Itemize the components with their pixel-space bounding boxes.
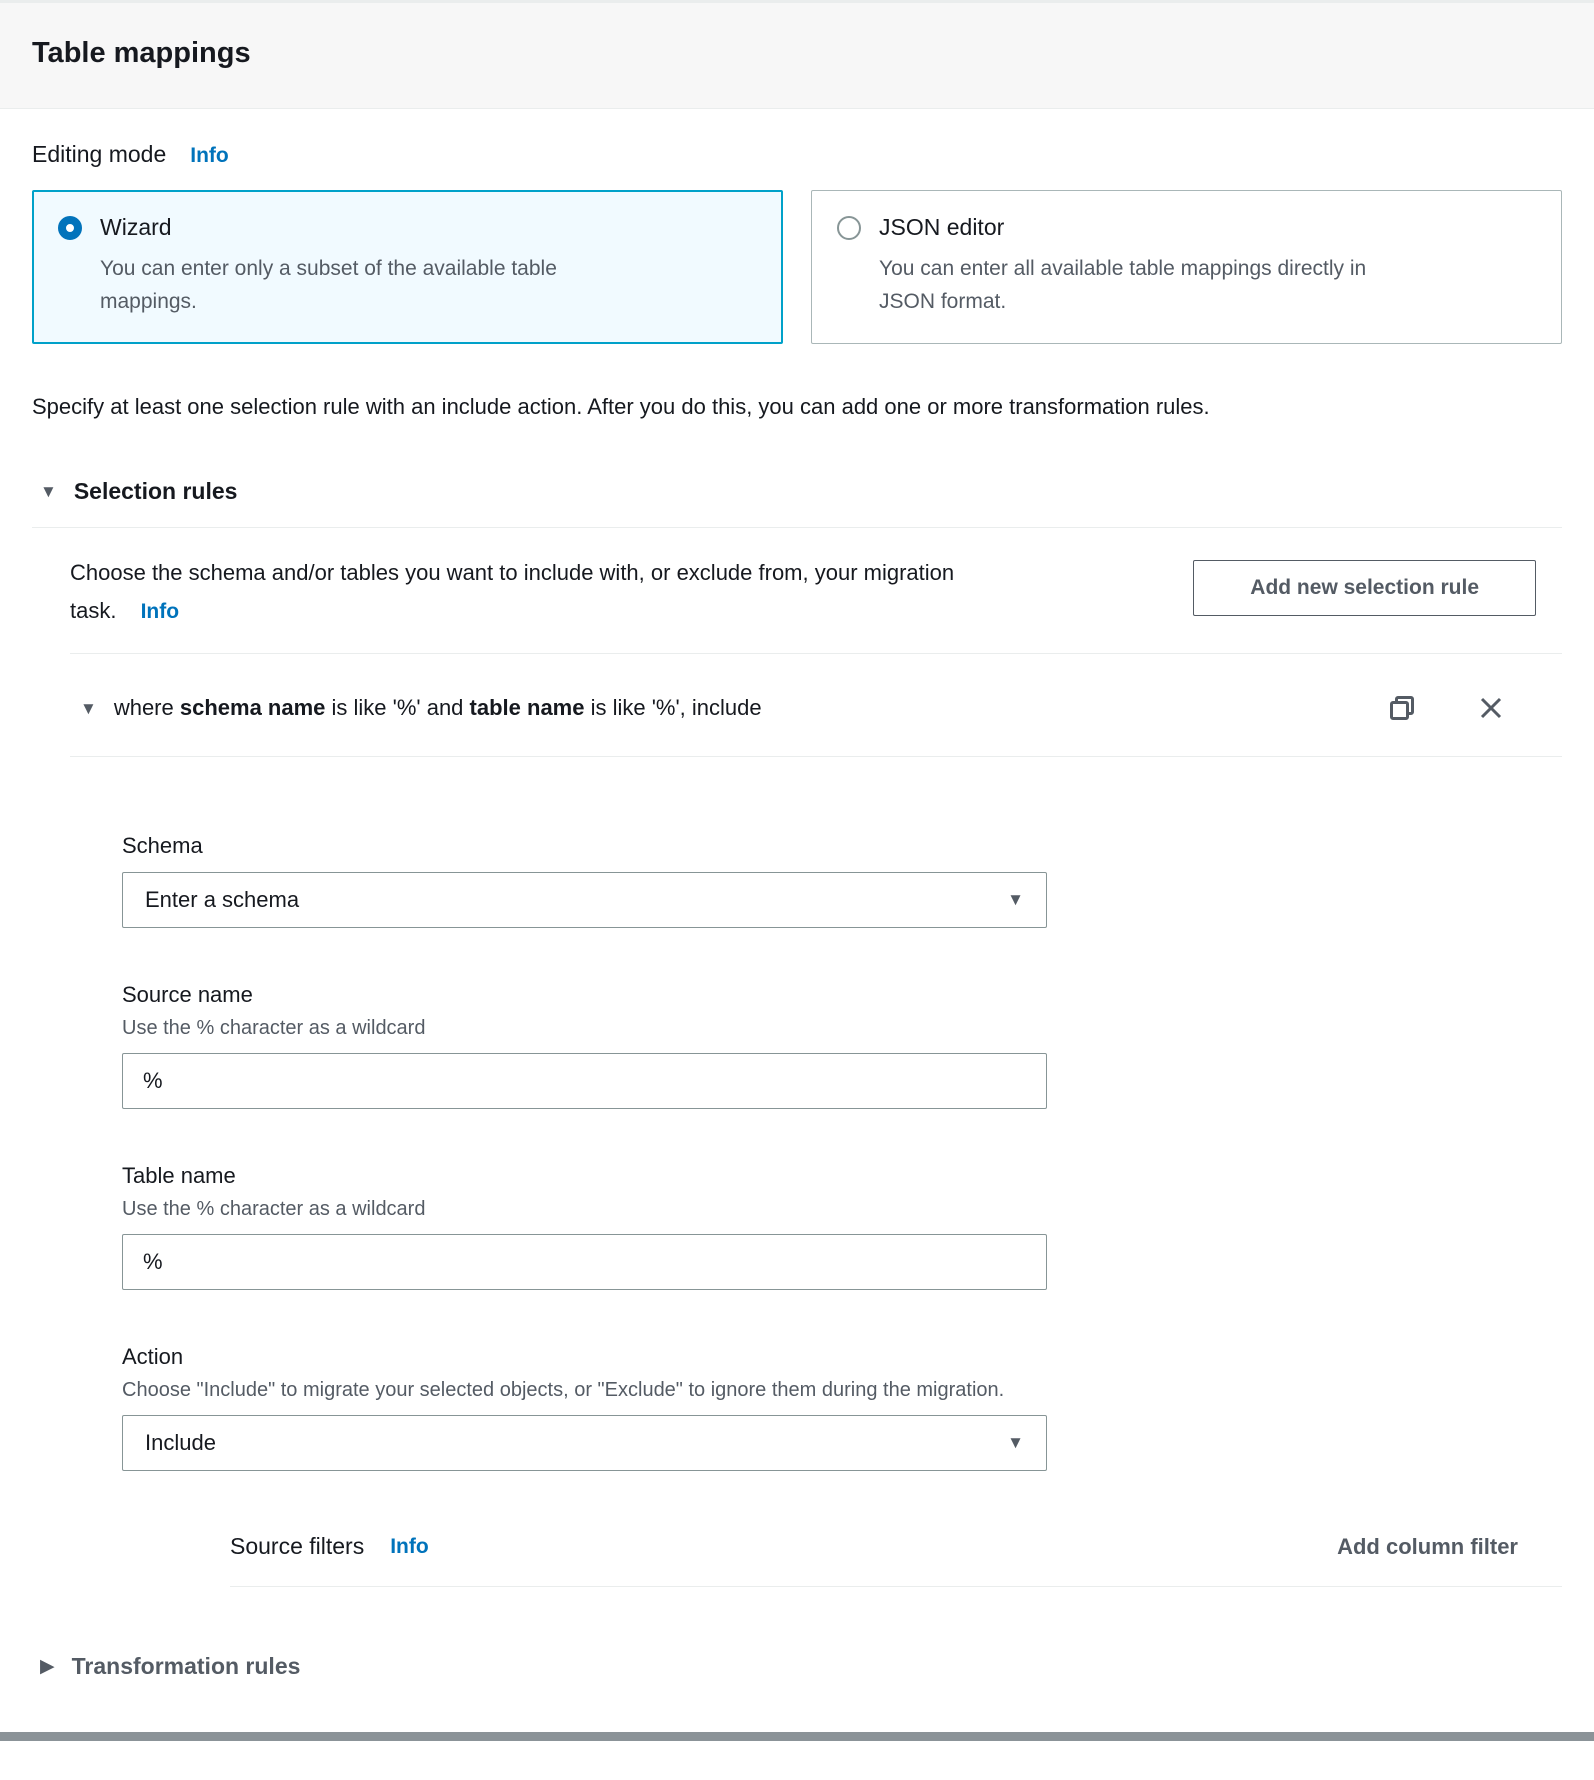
- add-new-selection-rule-button[interactable]: Add new selection rule: [1193, 560, 1536, 616]
- source-filters-row: [230, 1533, 1562, 1560]
- action-select[interactable]: [122, 1415, 1047, 1471]
- rule-summary-part: is like '%' and: [325, 695, 470, 721]
- selection-rules-description-row: [70, 554, 1562, 631]
- wizard-option-description: You can enter only a subset of the available table mappings.: [100, 257, 557, 313]
- intro-text: Specify at least one selection rule with an include action. After you do this, you can add one or more transformation rules.: [32, 394, 1210, 420]
- action-label: Action: [122, 1344, 184, 1370]
- rule-summary: [114, 695, 762, 721]
- editing-mode-options: [32, 190, 1562, 344]
- add-column-filter-button[interactable]: Add column filter: [1337, 1533, 1518, 1559]
- source-name-label: Source name: [122, 982, 253, 1008]
- copy-icon[interactable]: [1388, 694, 1416, 722]
- json-editor-option-label: JSON editor: [879, 214, 1005, 240]
- editing-mode-row: [32, 141, 1562, 168]
- transformation-rules-section-header[interactable]: [32, 1653, 1562, 1680]
- rule-summary-schema: schema name: [179, 695, 326, 721]
- schema-label: Schema: [122, 833, 203, 859]
- table-name-helper: Use the % character as a wildcard: [122, 1198, 426, 1221]
- selection-rule-header: [70, 694, 1562, 722]
- rule-summary-table: table name: [469, 695, 585, 721]
- rule-chevron-down-icon[interactable]: ▼: [80, 698, 97, 718]
- source-filters-info-link[interactable]: Info: [390, 1534, 429, 1558]
- chevron-right-icon[interactable]: ▶: [40, 1656, 55, 1678]
- close-icon[interactable]: [1478, 695, 1504, 721]
- rule-summary-part: where: [113, 695, 180, 721]
- table-name-field: [122, 1163, 1562, 1290]
- selection-rules-title: Selection rules: [73, 478, 238, 505]
- table-name-input[interactable]: [122, 1234, 1047, 1290]
- json-editor-radio-row[interactable]: [837, 214, 1538, 241]
- chevron-down-icon: ▼: [1007, 890, 1024, 910]
- wizard-option-label: Wizard: [100, 214, 172, 240]
- json-editor-option-description: You can enter all available table mappings directly in JSON format.: [879, 257, 1367, 313]
- source-name-helper: Use the % character as a wildcard: [122, 1017, 426, 1040]
- source-name-field: [122, 982, 1562, 1109]
- table-name-label: Table name: [122, 1163, 236, 1189]
- selection-rules-body: [32, 554, 1562, 1587]
- editing-mode-option-json-editor[interactable]: [811, 190, 1562, 344]
- radio-selected-icon[interactable]: [58, 216, 82, 240]
- schema-select-value: Enter a schema: [145, 887, 300, 913]
- table-mappings-content: [0, 141, 1594, 1680]
- divider: [70, 756, 1562, 757]
- chevron-down-icon[interactable]: ▼: [40, 482, 57, 502]
- schema-select[interactable]: [122, 872, 1047, 928]
- selection-rules-description-text: Choose the schema and/or tables you want to include with, or exclude from, your migration task.: [70, 560, 955, 624]
- selection-rules-section-header[interactable]: [32, 478, 1562, 528]
- editing-mode-info-link[interactable]: Info: [190, 144, 229, 167]
- divider: [230, 1586, 1562, 1587]
- rule-summary-part: is like '%', include: [584, 695, 762, 721]
- action-helper: Choose "Include" to migrate your selected objects, or "Exclude" to ignore them during the migration.: [122, 1379, 1005, 1402]
- action-select-value: Include: [145, 1430, 216, 1456]
- selection-rules-description: [70, 554, 975, 631]
- divider: [70, 653, 1562, 654]
- page-title: Table mappings: [32, 37, 251, 69]
- transformation-rules-title: Transformation rules: [71, 1653, 301, 1680]
- action-field: [122, 1344, 1562, 1471]
- editing-mode-label: Editing mode: [32, 141, 167, 167]
- rule-actions: [1388, 694, 1504, 722]
- source-filters-label: Source filters: [230, 1533, 365, 1560]
- wizard-radio-row[interactable]: [58, 214, 759, 241]
- table-mappings-header: [0, 3, 1594, 109]
- schema-field: [122, 833, 1562, 928]
- radio-unselected-icon[interactable]: [837, 216, 861, 240]
- selection-rules-info-link[interactable]: Info: [140, 600, 180, 624]
- chevron-down-icon: ▼: [1007, 1433, 1024, 1453]
- source-name-input[interactable]: [122, 1053, 1047, 1109]
- selection-rule-form: [70, 833, 1562, 1587]
- editing-mode-option-wizard[interactable]: [32, 190, 783, 344]
- bottom-scrollbar-track[interactable]: [0, 1732, 1594, 1741]
